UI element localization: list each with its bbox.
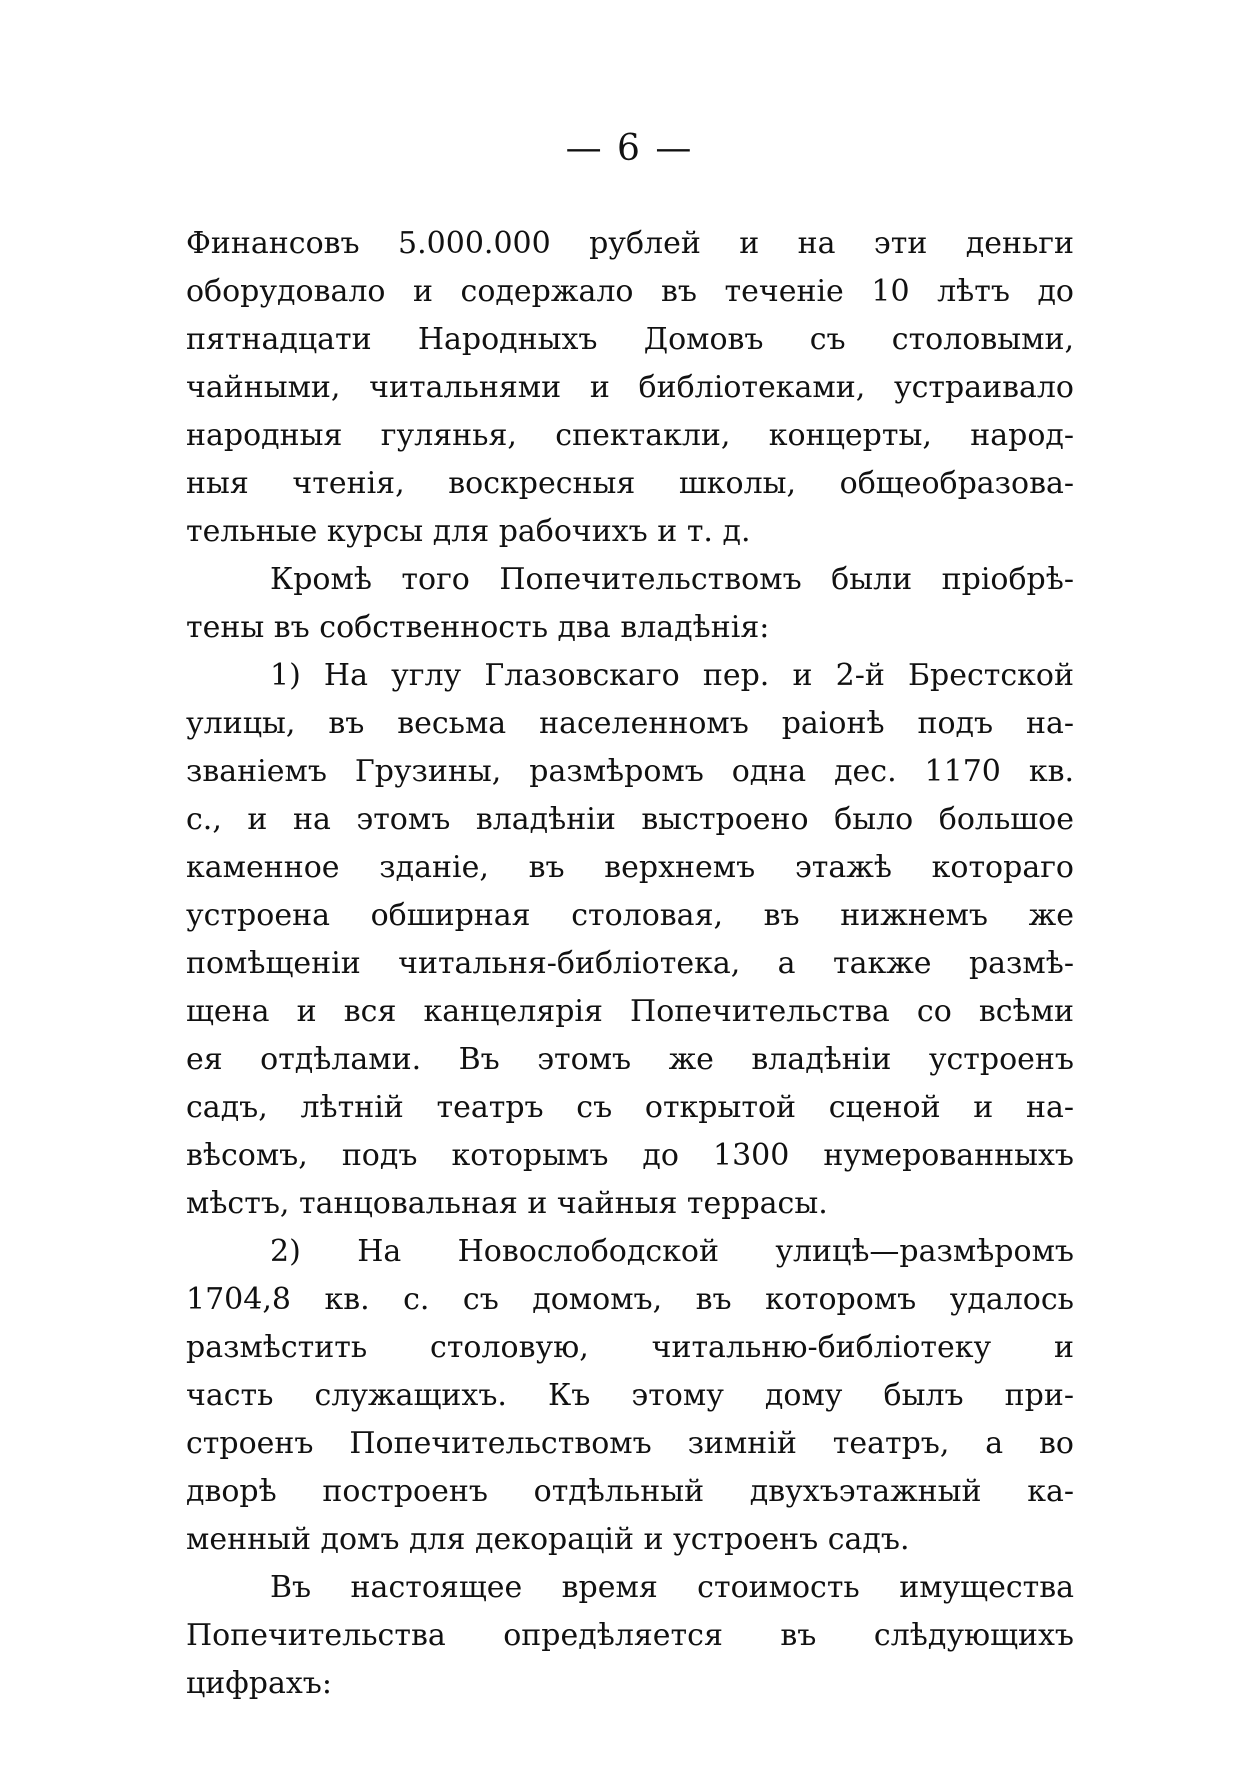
- text-line: каменное зданіе, въ верхнемъ этажѣ котораго: [186, 850, 1074, 885]
- text-line: тены въ собственность два владѣнія:: [186, 610, 770, 645]
- text-line: 1) На углу Глазовскаго пер. и 2-й Брестской: [270, 658, 1074, 693]
- text-line: устроена обширная столовая, въ нижнемъ же: [186, 898, 1074, 933]
- text-line: Попечительства опредѣляется въ слѣдующихъ: [186, 1618, 1074, 1653]
- text-line: размѣстить столовую, читальню-библіотеку и: [186, 1330, 1074, 1365]
- text-line: щена и вся канцелярія Попечительства со всѣми: [186, 994, 1074, 1029]
- text-line: цифрахъ:: [186, 1666, 332, 1701]
- body-text: [186, 220, 1074, 1708]
- text-line: часть служащихъ. Къ этому дому былъ при-: [186, 1378, 1074, 1413]
- text-line: Финансовъ 5.000.000 рублей и на эти деньги: [186, 226, 1074, 261]
- text-line: строенъ Попечительствомъ зимній театръ, а во: [186, 1426, 1074, 1461]
- text-line: тельные курсы для рабочихъ и т. д.: [186, 514, 751, 549]
- page-number: — 6 —: [565, 128, 694, 169]
- text-line: с., и на этомъ владѣніи выстроено было большое: [186, 802, 1074, 837]
- text-line: 1704,8 кв. с. съ домомъ, въ которомъ удалось: [186, 1282, 1074, 1317]
- text-line: званіемъ Грузины, размѣромъ одна дес. 1170 кв.: [186, 754, 1074, 789]
- text-line: мѣстъ, танцовальная и чайныя террасы.: [186, 1186, 828, 1221]
- text-line: Въ настоящее время стоимость имущества: [270, 1570, 1074, 1605]
- text-line: народныя гулянья, спектакли, концерты, народ-: [186, 418, 1074, 453]
- text-line: 2) На Новослободской улицѣ—размѣромъ: [270, 1234, 1074, 1269]
- text-line: пятнадцати Народныхъ Домовъ съ столовыми,: [186, 322, 1074, 357]
- text-line: оборудовало и содержало въ теченіе 10 лѣтъ до: [186, 274, 1074, 309]
- text-line: помѣщеніи читальня-библіотека, а также размѣ-: [186, 946, 1074, 981]
- text-line: дворѣ построенъ отдѣльный двухъэтажный ка-: [186, 1474, 1074, 1509]
- text-line: ныя чтенія, воскресныя школы, общеобразова-: [186, 466, 1074, 501]
- text-line: вѣсомъ, подъ которымъ до 1300 нумерованныхъ: [186, 1138, 1074, 1173]
- text-line: улицы, въ весьма населенномъ раіонѣ подъ на-: [186, 706, 1074, 741]
- text-line: ея отдѣлами. Въ этомъ же владѣніи устроенъ: [186, 1042, 1074, 1077]
- text-line: Кромѣ того Попечительствомъ были пріобрѣ-: [270, 562, 1074, 597]
- text-line: чайными, читальнями и библіотеками, устраивало: [186, 370, 1074, 405]
- text-line: менный домъ для декорацій и устроенъ садъ.: [186, 1522, 910, 1557]
- text-line: садъ, лѣтній театръ съ открытой сценой и на-: [186, 1090, 1074, 1125]
